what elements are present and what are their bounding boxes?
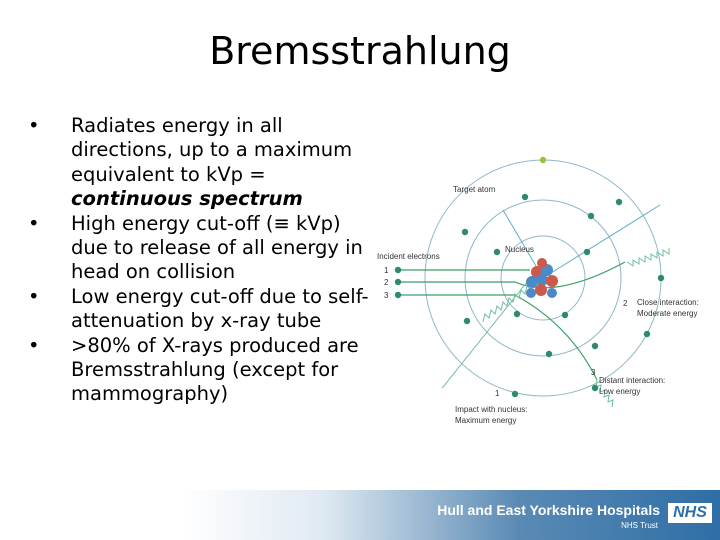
bullet-text: Radiates energy in all directions, up to a maximum equivalent to kVp = (71, 114, 353, 186)
bremsstrahlung-diagram (365, 150, 715, 435)
label-num-1: 1 (384, 266, 389, 275)
nucleon (537, 258, 547, 268)
label-close-interaction: Close interaction: (637, 298, 699, 307)
label-maximum-energy: Maximum energy (455, 416, 517, 425)
electron (592, 385, 598, 391)
label-incident-electrons: Incident electrons (377, 252, 440, 261)
electron-paths (400, 262, 625, 380)
label-photon-3: 3 (591, 368, 596, 377)
bullet-text: High energy cut-off (≡ kVp) due to release of all energy in head on collision (71, 211, 363, 284)
footer (0, 490, 720, 540)
electron (546, 351, 552, 357)
label-photon-1: 1 (495, 389, 500, 398)
incident-electrons (395, 267, 401, 298)
electron (588, 213, 594, 219)
incident-electron-3 (395, 292, 401, 298)
label-num-2: 2 (384, 278, 389, 287)
nucleus (526, 258, 558, 298)
electron (592, 343, 598, 349)
label-nucleus: Nucleus (505, 245, 534, 254)
rays (503, 205, 660, 278)
electron (462, 229, 468, 235)
label-low-energy: Low energy (599, 387, 641, 396)
nucleon (546, 275, 558, 287)
electron (584, 249, 590, 255)
nucleon (526, 288, 536, 298)
label-moderate-energy: Moderate energy (637, 309, 698, 318)
nhs-logo-text: NHS (673, 504, 707, 521)
bullet-text: Low energy cut-off due to self-attenuation by x-ray tube (71, 284, 369, 333)
path-2 (400, 262, 625, 288)
label-impact-with-nucleus: Impact with nucleus: (455, 405, 528, 414)
electron (644, 331, 650, 337)
label-photon-2: 2 (623, 299, 628, 308)
footer-organization: Hull and East Yorkshire Hospitals (437, 502, 660, 518)
electron (464, 318, 470, 324)
bullet-item (28, 334, 373, 407)
bullet-item (28, 285, 373, 334)
electron (522, 194, 528, 200)
bullet-text: >80% of X-rays produced are Bremsstrahlung (except for mammography) (71, 333, 359, 406)
electron (540, 157, 546, 163)
bullet-marker: • (28, 284, 40, 308)
electron (494, 249, 500, 255)
slide-title: Bremsstrahlung (209, 29, 511, 73)
footer-trust: NHS Trust (621, 521, 658, 530)
nucleon (535, 284, 547, 296)
nucleon (526, 276, 538, 288)
bullet-item (28, 114, 373, 212)
electron (514, 311, 520, 317)
electron (658, 275, 664, 281)
label-distant-interaction: Distant interaction: (599, 376, 666, 385)
electron (562, 312, 568, 318)
electron (512, 391, 518, 397)
bullet-item (28, 212, 373, 285)
bullet-emphasis: continuous spectrum (71, 187, 303, 211)
nucleon (547, 288, 557, 298)
photon-2 (627, 248, 669, 266)
bullet-marker: • (28, 333, 40, 357)
electron (616, 199, 622, 205)
label-num-3: 3 (384, 291, 389, 300)
bullet-list (28, 114, 373, 407)
incident-electron-1 (395, 267, 401, 273)
incident-electron-2 (395, 279, 401, 285)
bullet-marker: • (28, 114, 40, 137)
ray-upper-right (543, 205, 660, 278)
bullet-marker: • (28, 211, 40, 235)
label-target-atom: Target atom (453, 185, 496, 194)
nhs-logo (668, 503, 712, 523)
